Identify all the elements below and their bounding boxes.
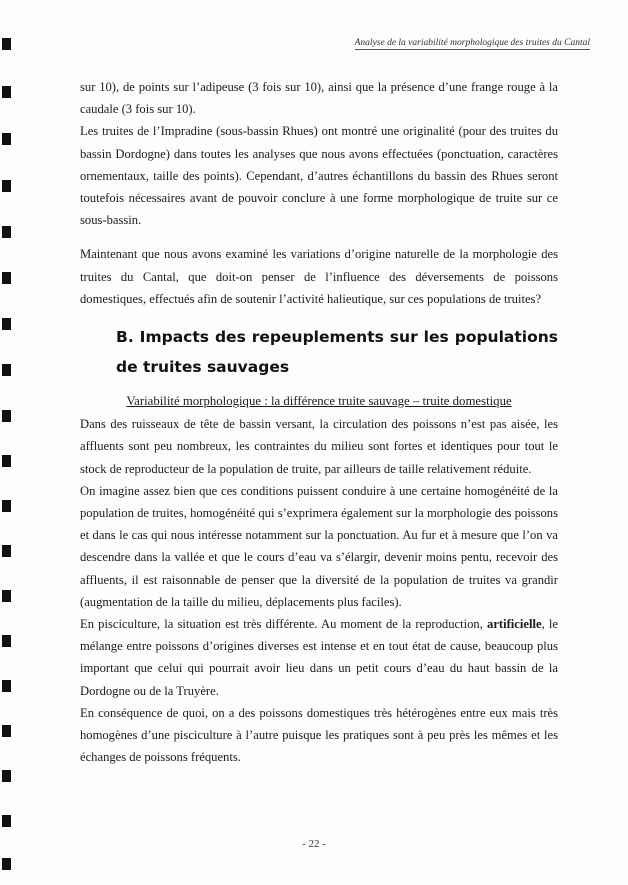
binding-hole [2,410,11,422]
binding-hole [2,590,11,602]
paragraph: On imagine assez bien que ces conditions puissent conduire à une certaine homogénéité de la population de truites, homogénéité qui s’exprimera également sur la morphologie des poissons et dans le cas qui nous intéresse notamment sur la ponctuation. Au fur et à mesure que l’on va descendre dans la vallée et que le cours d’eau va s’élargir, devenir moins pentu, recevoir des affluents, il est raisonnable de penser que la diversité de la population de truites va grandir (augmentation de la taille du milieu, déplacements plus faciles). [80,483,558,609]
binding-hole [2,770,11,782]
binding-hole [2,725,11,737]
binding-hole [2,815,11,827]
paragraph-gap [80,231,558,243]
section-heading: B. Impacts des repeuplements sur les populations de truites sauvages [116,328,558,377]
paragraph-text: , le mélange entre poissons d’origines diverses est intense et en tout état de cause, beaucoup plus important que celui qui pourrait avoir lieu dans un petit cours d’eau du haut bassin de la Dordogne ou de la Truyère. [80,617,558,698]
paragraph-text: En pisciculture, la situation est très différente. Au moment de la reproduction, [80,617,488,632]
page-number: - 22 - [302,838,326,850]
binding-hole [2,455,11,467]
binding-hole [2,226,11,238]
emphasized-word: artificielle [487,617,542,632]
paragraph [80,613,558,702]
binding-hole [2,180,11,192]
binding-hole [2,545,11,557]
binding-hole [2,86,11,98]
binding-hole [2,38,11,50]
binding-hole [2,858,11,870]
binding-hole [2,133,11,145]
paragraph: Les truites de l’Impradine (sous-bassin Rhues) ont montré une originalité (pour des truites du bassin Dordogne) dans toutes les analyses que nous avons effectuées (ponctuation, caractères ornementaux, taille des points). Cependant, d’autres échantillons du bassin des Rhues seront toutefois nécessaires avant de pouvoir conclure à une forme morphologique de truite sur ce sous-bassin. [80,124,558,228]
binding-hole [2,364,11,376]
paragraph: sur 10), de points sur l’adipeuse (3 fois sur 10), ainsi que la présence d’une frange rouge à la caudale (3 fois sur 10). [80,80,558,117]
subsection-heading: Variabilité morphologique : la différence truite sauvage – truite domestique [126,394,512,409]
binding-hole [2,680,11,692]
binding-hole [2,500,11,512]
paragraph: Dans des ruisseaux de tête de bassin versant, la circulation des poissons n’est pas aisée, les affluents sont peu nombreux, les contraintes du milieu sont fortes et identiques pour tout le stock de reproducteur de la population de truite, par ailleurs de taille relativement réduite. [80,417,558,476]
document-body [80,76,558,768]
binding-hole [2,318,11,330]
binding-hole [2,635,11,647]
binding-hole [2,272,11,284]
binding-comb [0,0,12,885]
paragraph: En conséquence de quoi, on a des poissons domestiques très hétérogènes entre eux mais très homogènes d’une pisciculture à l’autre puisque les pratiques sont à peu près les mêmes et les échanges de poissons fréquents. [80,705,558,765]
running-header: Analyse de la variabilité morphologique des truites du Cantal [354,38,590,48]
paragraph: Maintenant que nous avons examiné les variations d’origine naturelle de la morphologie des truites du Cantal, que doit-on penser de l’influence des déversements de poissons domestiques, effectués afin de soutenir l’activité halieutique, sur ces populations de truites? [80,247,558,306]
